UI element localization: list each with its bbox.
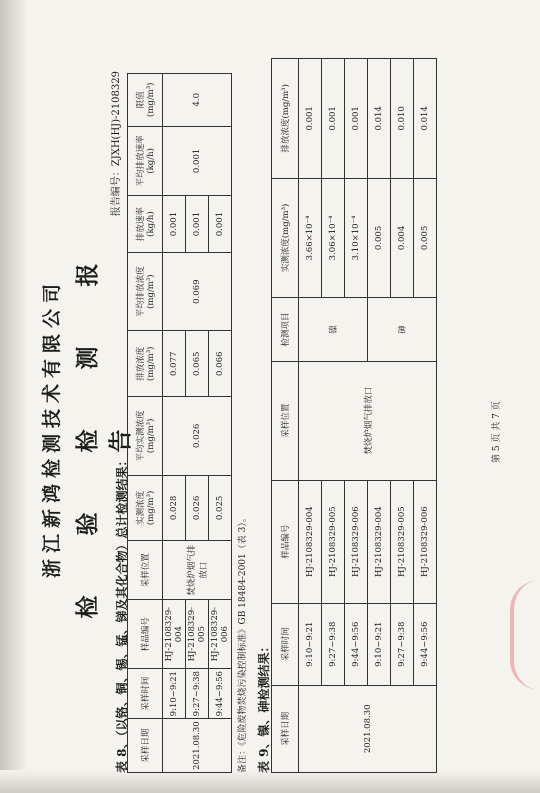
sample-date: 2021.08.30	[299, 685, 437, 772]
emission-conc: 0.014	[414, 59, 437, 179]
avg-measured-conc: 0.026	[163, 397, 232, 476]
sample-time: 9:27~9:38	[186, 669, 209, 719]
emission-conc: 0.001	[345, 59, 368, 179]
table-row	[299, 59, 322, 773]
sample-id: HJ-2108329-005	[186, 600, 209, 669]
sample-id: HJ-2108329-005	[391, 480, 414, 603]
stamp-partial	[510, 580, 540, 690]
measured-conc: 0.025	[209, 475, 232, 541]
stamp-mark	[506, 649, 540, 671]
sample-time: 9:10~9:21	[299, 603, 322, 685]
measured-conc: 0.026	[186, 475, 209, 541]
col-header: 排放浓度(mg/m³)	[128, 331, 163, 397]
test-item: 砷	[368, 298, 437, 362]
measured-conc: 0.004	[391, 178, 414, 298]
sample-time: 9:44~9:56	[209, 669, 232, 719]
col-header: 采样日期	[272, 685, 299, 772]
sample-time: 9:10~9:21	[368, 603, 391, 685]
emission-conc: 0.066	[209, 331, 232, 397]
report-number: 报告编号：ZJXH(HJ)-2108329	[111, 71, 122, 217]
company-name: 浙江新鸿检测技术有限公司	[41, 278, 63, 579]
report-title: 检 验 检 测 报 告	[74, 237, 134, 619]
test-item: 镍	[299, 298, 368, 362]
sample-time: 9:10~9:21	[163, 669, 186, 719]
avg-emission-rate: 0.001	[163, 126, 232, 196]
emission-rate: 0.001	[186, 196, 209, 253]
emission-conc: 0.001	[322, 59, 345, 179]
sample-id: HJ-2108329-004	[163, 600, 186, 669]
sample-location: 焚烧炉烟气排放口	[299, 361, 437, 480]
page-edge-shadow	[0, 0, 28, 793]
sample-id: HJ-2108329-004	[299, 480, 322, 603]
avg-emission-conc: 0.069	[163, 252, 232, 331]
measured-conc: 3.66×10⁻⁴	[299, 178, 322, 298]
sample-time: 9:27~9:38	[391, 603, 414, 685]
col-header: 排放浓度(mg/m³)	[272, 59, 299, 179]
col-header: 实测浓度(mg/m³)	[128, 475, 163, 541]
section8-table	[127, 73, 232, 773]
col-header: 排放速率(kg/h)	[128, 196, 163, 253]
col-header: 样品编号	[128, 600, 163, 669]
table-header-row	[128, 74, 163, 773]
col-header: 采样日期	[128, 719, 163, 773]
sample-id: HJ-2108329-006	[209, 600, 232, 669]
sample-time: 9:44~9:56	[345, 603, 368, 685]
table-row	[163, 74, 186, 773]
emission-conc: 0.010	[391, 59, 414, 179]
limit-value: 4.0	[163, 74, 232, 127]
col-header: 平均实测浓度(mg/m³)	[128, 397, 163, 476]
section9-table	[271, 58, 437, 773]
section8-title: 表 8、（以铬、铜、锡、锰、锑及其化合物）总计检测结果：	[115, 454, 129, 773]
emission-conc: 0.065	[186, 331, 209, 397]
rotated-report-content	[27, 63, 527, 793]
section9-title: 表 9、镍、砷检测结果：	[257, 640, 271, 773]
sample-date: 2021.08.30	[163, 719, 232, 773]
col-header: 平均排放速率(kg/h)	[128, 126, 163, 196]
emission-conc: 0.014	[368, 59, 391, 179]
measured-conc: 3.10×10⁻⁴	[345, 178, 368, 298]
col-header: 采样时间	[272, 603, 299, 685]
col-header: 采样位置	[128, 541, 163, 600]
col-header: 实测浓度(mg/m³)	[272, 178, 299, 298]
sample-location: 焚烧炉烟气排放口	[163, 541, 232, 600]
section8-note: 备注：《危险废物焚烧污染控制标准》GB 18484-2001（表 3）。	[238, 513, 248, 773]
col-header: 采样位置	[272, 361, 299, 480]
table-header-row	[272, 59, 299, 773]
measured-conc: 3.06×10⁻⁴	[322, 178, 345, 298]
emission-conc: 0.001	[299, 59, 322, 179]
sample-id: HJ-2108329-005	[322, 480, 345, 603]
emission-conc: 0.077	[163, 331, 186, 397]
col-header: 样品编号	[272, 480, 299, 603]
measured-conc: 0.028	[163, 475, 186, 541]
sample-id: HJ-2108329-006	[414, 480, 437, 603]
sample-time: 9:27~9:38	[322, 603, 345, 685]
measured-conc: 0.005	[368, 178, 391, 298]
sample-time: 9:44~9:56	[414, 603, 437, 685]
col-header: 限值(mg/m³)	[128, 74, 163, 127]
measured-conc: 0.005	[414, 178, 437, 298]
sample-id: HJ-2108329-004	[368, 480, 391, 603]
emission-rate: 0.001	[163, 196, 186, 253]
page-footer: 第 5 页 共 7 页	[492, 401, 502, 463]
col-header: 检测项目	[272, 298, 299, 362]
col-header: 采样时间	[128, 669, 163, 719]
col-header: 平均排放浓度(mg/m³)	[128, 252, 163, 331]
sample-id: HJ-2108329-006	[345, 480, 368, 603]
emission-rate: 0.001	[209, 196, 232, 253]
